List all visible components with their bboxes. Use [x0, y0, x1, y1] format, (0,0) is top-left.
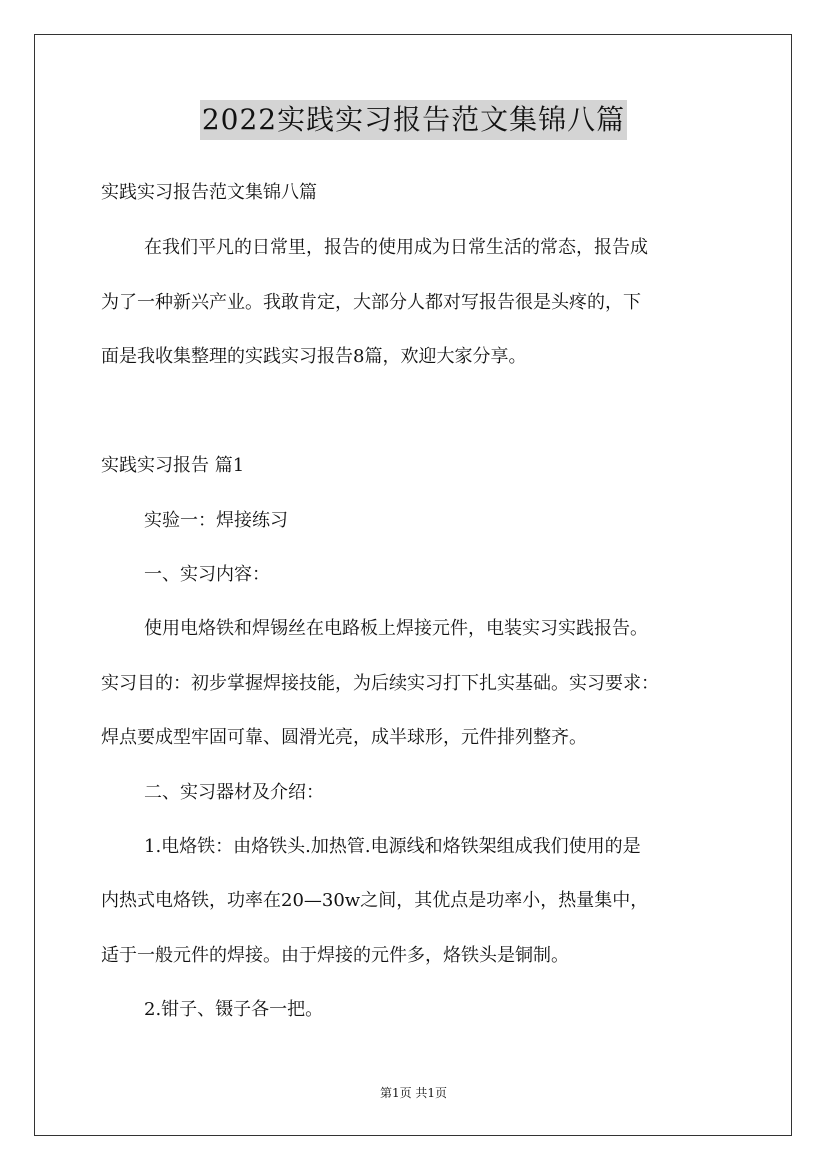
page-footer: 第1页 共1页	[379, 1086, 448, 1100]
part1-line-3: 焊点要成型牢固可靠、圆滑光亮，成半球形，元件排列整齐。	[101, 727, 587, 748]
section-heading: 实践实习报告 篇1	[101, 455, 245, 476]
intro-line-3: 面是我收集整理的实践实习报告8篇，欢迎大家分享。	[101, 346, 527, 367]
document-title: 2022实践实习报告范文集锦八篇	[200, 100, 627, 140]
intro-line-1: 在我们平凡的日常里，报告的使用成为日常生活的常态，报告成	[144, 237, 648, 258]
document-subtitle: 实践实习报告范文集锦八篇	[101, 182, 317, 203]
item2-line: 2.钳子、镊子各一把。	[144, 999, 324, 1020]
part1-heading: 一、实习内容：	[144, 564, 270, 585]
item1-line-1: 1.电烙铁：由烙铁头.加热管.电源线和烙铁架组成我们使用的是	[144, 836, 641, 857]
part2-heading: 二、实习器材及介绍：	[144, 782, 324, 803]
intro-line-2: 为了一种新兴产业。我敢肯定，大部分人都对写报告很是头疼的，下	[101, 292, 641, 313]
item1-line-2: 内热式电烙铁，功率在20—30w之间，其优点是功率小，热量集中，	[101, 890, 649, 911]
item1-line-3: 适于一般元件的焊接。由于焊接的元件多，烙铁头是铜制。	[101, 945, 569, 966]
experiment-title: 实验一：焊接练习	[144, 510, 288, 531]
title-container	[0, 100, 827, 140]
part1-line-2: 实习目的：初步掌握焊接技能，为后续实习打下扎实基础。实习要求：	[101, 673, 659, 694]
part1-line-1: 使用电烙铁和焊锡丝在电路板上焊接元件，电装实习实践报告。	[144, 618, 648, 639]
